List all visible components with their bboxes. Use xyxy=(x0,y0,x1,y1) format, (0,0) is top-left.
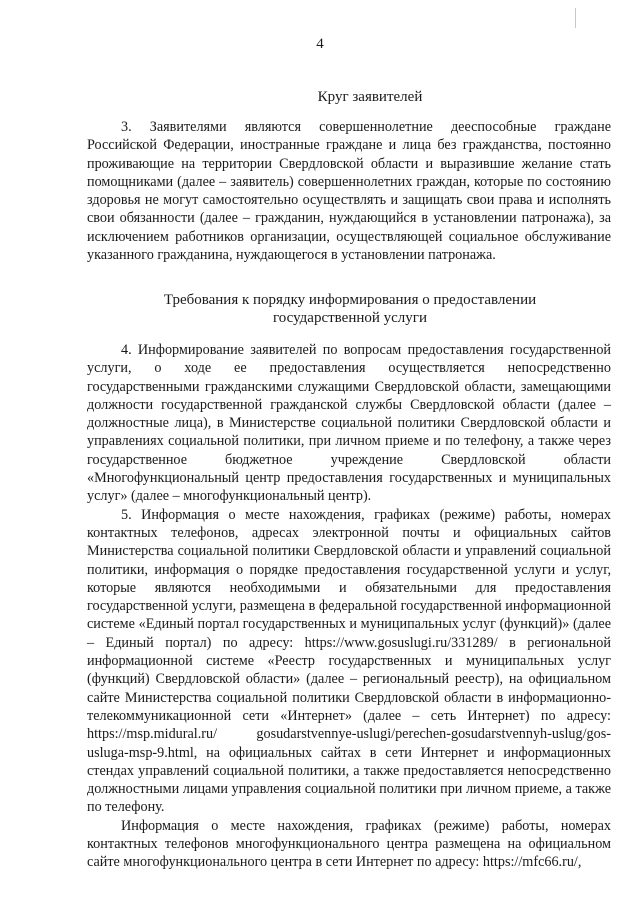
section-title-information-line2: государственной услуги xyxy=(273,310,427,326)
paragraph-4: 4. Информирование заявителей по вопросам предоставления государственной услуги, о ходе ее предоставления осуществляется непосредственно государственными гражданскими служащими Свердловской области, замещающими должности государственной гражданской службы Свердловской области (далее – должностные лица), в Министерстве социальной политики Свердловской области и управлениях социальной политики, при личном приеме и по телефону, а также через государственное бюджетное учреждение Свердловской области «Многофункциональный центр предоставления государственных и муниципальных услуг» (далее – многофункциональный центр). xyxy=(87,342,611,505)
scan-mark xyxy=(575,8,576,28)
page-number: 4 xyxy=(316,36,324,52)
section-title-applicants: Круг заявителей xyxy=(317,89,423,105)
section-title-information xyxy=(60,291,640,327)
paragraph-3: 3. Заявителями являются совершеннолетние дееспособные граждане Российской Федерации, иностранные граждане и лица без гражданства, постоянно проживающие на территории Свердловской области и выразившие желание стать помощниками (далее – заявитель) совершеннолетних граждан, которые по состоянию здоровья не могут самостоятельно осуществлять и защищать свои права и исполнять свои обязанности (далее – гражданин, нуждающийся в установлении патронажа), за исключением работников организации, осуществляющей социальное обслуживание указанного гражданина, нуждающегося в установлении патронажа. xyxy=(87,119,611,264)
paragraph-mfc: Информация о месте нахождения, графиках (режиме) работы, номерах контактных телефонов многофункционального центра размещена на официальном сайте многофункционального центра в сети Интернет по адресу: https://mfc66.ru/, xyxy=(87,817,611,871)
section-title-information-line1: Требования к порядку информирования о предоставлении xyxy=(163,292,537,308)
applicants-body xyxy=(87,118,611,264)
paragraph-5: 5. Информация о месте нахождения, графиках (режиме) работы, номерах контактных телефонов, адресах электронной почты и официальных сайтов Министерства социальной политики Свердловской области и управлений социальной политики, информация о порядке предоставления государственной услуги и услуг, которые являются необходимыми и обязательными для предоставления государственной услуги, размещена в федеральной государственной информационной системе «Единый портал государственных и муниципальных услуг (функций)» (далее – Единый портал) по адресу: https://www.gosuslugi.ru/331289/ в региональной информационной системе «Реестр государственных и муниципальных услуг (функций) Свердловской области» (далее – региональный реестр), на официальном сайте Министерства социальной политики Свердловской области в информационно-телекоммуникационной сети «Интернет» (далее – сеть Интернет) по адресу: https://msp.midural.ru/ gosudarstvennye-uslugi/perechen-gosudarstvennyh-uslug/gos-usluga-msp-9.html, на официальных сайтах в сети Интернет и информационных стендах управлений социальной политики, а также предоставляется непосредственно должностными лицами управления социальной политики при личном приеме, а также по телефону. xyxy=(87,506,611,816)
information-body xyxy=(87,341,611,872)
